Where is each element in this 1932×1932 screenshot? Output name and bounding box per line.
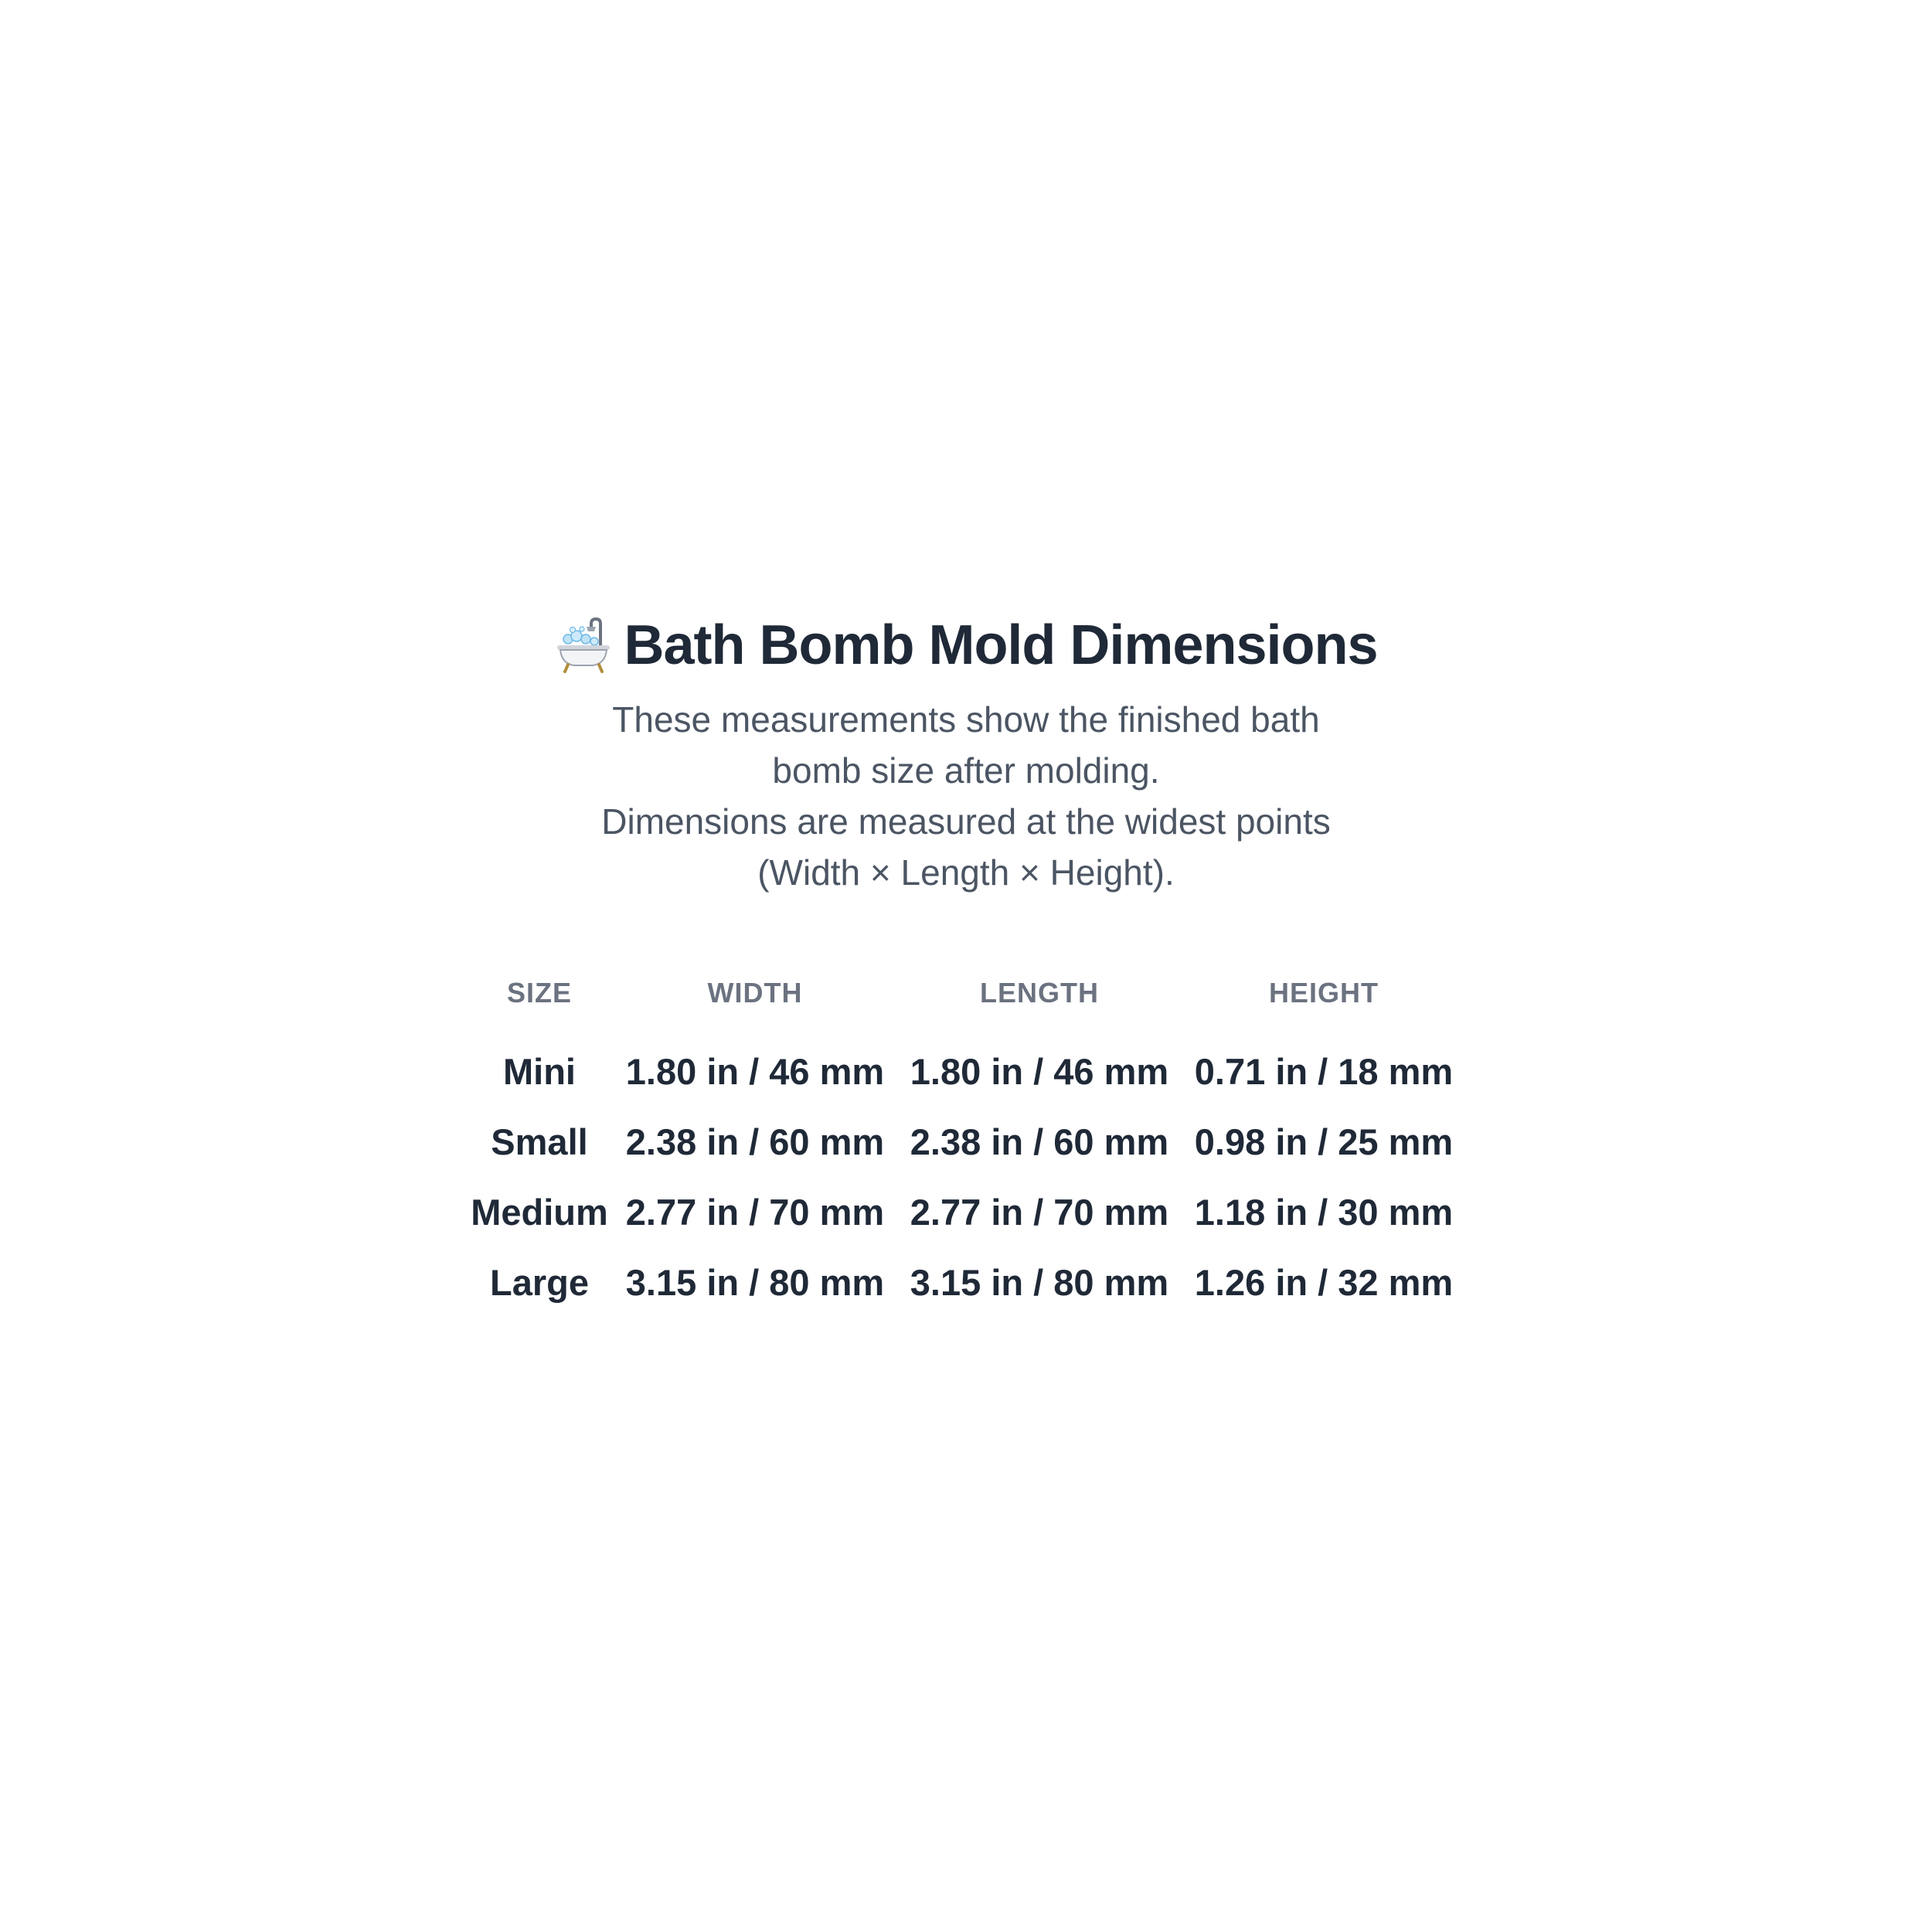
subtitle-line: (Width × Length × Height). [757, 852, 1175, 893]
length-cell: 1.80 in / 46 mm [910, 1051, 1169, 1092]
table-row [466, 1107, 1466, 1177]
width-cell: 3.15 in / 80 mm [625, 1262, 885, 1303]
subtitle-line: Dimensions are measured at the widest points [601, 801, 1331, 842]
height-cell: 0.98 in / 25 mm [1194, 1121, 1454, 1162]
size-cell: Large [490, 1262, 589, 1303]
page-title [554, 611, 1377, 680]
column-header-height: HEIGHT [1268, 977, 1379, 1009]
length-cell: 2.77 in / 70 mm [910, 1192, 1169, 1233]
length-cell: 2.38 in / 60 mm [910, 1121, 1169, 1162]
bathtub-icon [554, 616, 613, 675]
width-cell: 2.77 in / 70 mm [625, 1192, 885, 1233]
height-cell: 1.18 in / 30 mm [1194, 1192, 1454, 1233]
column-header-width: WIDTH [707, 977, 803, 1009]
dimensions-table-wrap [0, 970, 1932, 1318]
table-row [466, 1036, 1466, 1107]
size-cell: Medium [471, 1192, 608, 1233]
subtitle-line: bomb size after molding. [772, 750, 1160, 791]
column-header-size: SIZE [506, 977, 572, 1009]
size-cell: Mini [503, 1051, 576, 1092]
height-cell: 1.26 in / 32 mm [1194, 1262, 1454, 1303]
subtitle [580, 694, 1352, 898]
column-header-length: LENGTH [980, 977, 1099, 1009]
header [0, 611, 1932, 898]
subtitle-line: These measurements show the finished bath [612, 699, 1320, 740]
table-header-row [466, 970, 1466, 1036]
dimensions-table [466, 970, 1466, 1318]
size-cell: Small [491, 1121, 588, 1162]
title-text: Bath Bomb Mold Dimensions [624, 614, 1378, 676]
length-cell: 3.15 in / 80 mm [910, 1262, 1169, 1303]
table-row [466, 1247, 1466, 1318]
table-row [466, 1177, 1466, 1247]
width-cell: 2.38 in / 60 mm [625, 1121, 885, 1162]
width-cell: 1.80 in / 46 mm [625, 1051, 885, 1092]
height-cell: 0.71 in / 18 mm [1194, 1051, 1454, 1092]
